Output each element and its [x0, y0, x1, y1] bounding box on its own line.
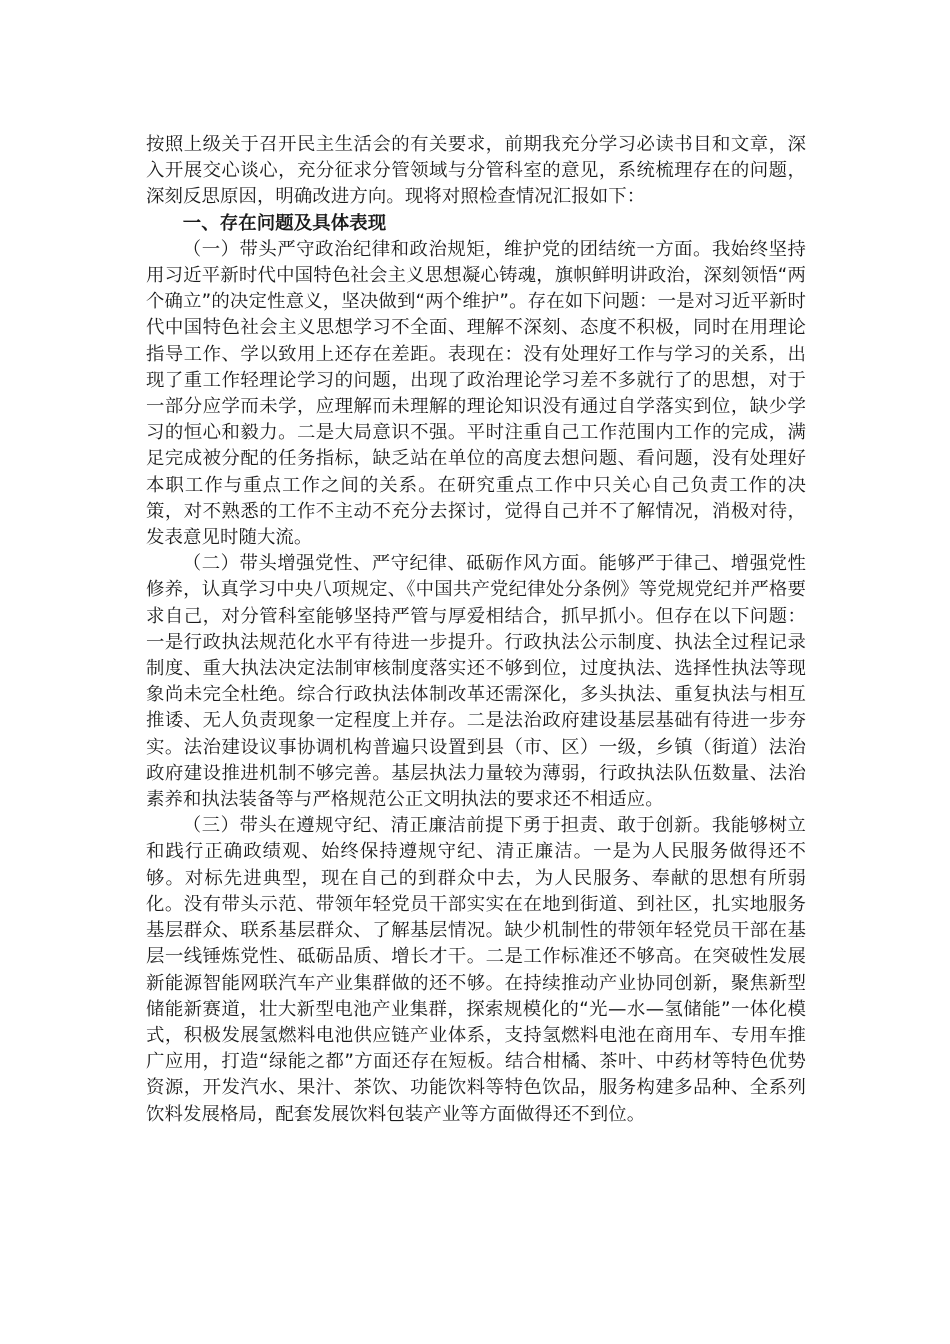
paragraph-2: （二）带头增强党性、严守纪律、砥砺作风方面。能够严于律己、增强党性修养，认真学习中央八项规定、《中国共产党纪律处分条例》等党规党纪并严格要求自己，对分管科室能够坚持严管与厚爱相结合，抓早抓小。但存在以下问题：一是行政执法规范化水平有待进一步提升。行政执法公示制度、执法全过程记录制度、重大执法决定法制审核制度落实还不够到位，过度执法、选择性执法等现象尚未完全杜绝。综合行政执法体制改革还需深化，多头执法、重复执法与相互推诿、无人负责现象一定程度上并存。二是法治政府建设基层基础有待进一步夯实。法治建设议事协调机构普遍只设置到县（市、区）一级，乡镇（街道）法治政府建设推进机制不够完善。基层执法力量较为薄弱，行政执法队伍数量、法治素养和执法装备等与严格规范公正文明执法的要求还不相适应。: [146, 553, 806, 811]
document-body: [146, 132, 806, 1128]
paragraph-3: （三）带头在遵规守纪、清正廉洁前提下勇于担责、敢于创新。我能够树立和践行正确政绩观、始终保持遵规守纪、清正廉洁。一是为人民服务做得还不够。对标先进典型，现在自己的到群众中去，为人民服务、奉献的思想有所弱化。没有带头示范、带领年轻党员干部实实在在地到街道、到社区，扎实地服务基层群众、联系基层群众、了解基层情况。缺少机制性的带领年轻党员干部在基层一线锤炼党性、砥砺品质、增长才干。二是工作标准还不够高。在突破性发展新能源智能网联汽车产业集群做的还不够。在持续推动产业协同创新，聚焦新型储能新赛道，壮大新型电池产业集群，探索规模化的“光—水—氢储能”一体化模式，积极发展氢燃料电池供应链产业体系，支持氢燃料电池在商用车、专用车推广应用，打造“绿能之都”方面还存在短板。结合柑橘、茶叶、中药材等特色优势资源，开发汽水、果汁、茶饮、功能饮料等特色饮品，服务构建多品种、全系列饮料发展格局，配套发展饮料包装产业等方面做得还不到位。: [146, 815, 806, 1125]
intro-paragraph: 按照上级关于召开民主生活会的有关要求，前期我充分学习必读书目和文章，深入开展交心谈心，充分征求分管领域与分管科室的意见，系统梳理存在的问题，深刻反思原因，明确改进方向。现将对照检查情况汇报如下：: [146, 134, 806, 208]
paragraph-1: （一）带头严守政治纪律和政治规矩，维护党的团结统一方面。我始终坚持用习近平新时代中国特色社会主义思想凝心铸魂，旗帜鲜明讲政治，深刻领悟“两个确立”的决定性意义，坚决做到“两个维护”。存在如下问题：一是对习近平新时代中国特色社会主义思想学习不全面、理解不深刻、态度不积极，同时在用理论指导工作、学以致用上还存在差距。表现在：没有处理好工作与学习的关系，出现了重工作轻理论学习的问题，出现了政治理论学习差不多就行了的思想，对于一部分应学而未学，应理解而未理解的理论知识没有通过自学落实到位，缺少学习的恒心和毅力。二是大局意识不强。平时注重自己工作范围内工作的完成，满足完成被分配的任务指标，缺乏站在单位的高度去想问题、看问题，没有处理好本职工作与重点工作之间的关系。在研究重点工作中只关心自己负责工作的决策，对不熟悉的工作不主动不充分去探讨，觉得自己并不了解情况，消极对待，发表意见时随大流。: [146, 238, 806, 549]
section-heading-1: 一、存在问题及具体表现: [182, 212, 387, 234]
